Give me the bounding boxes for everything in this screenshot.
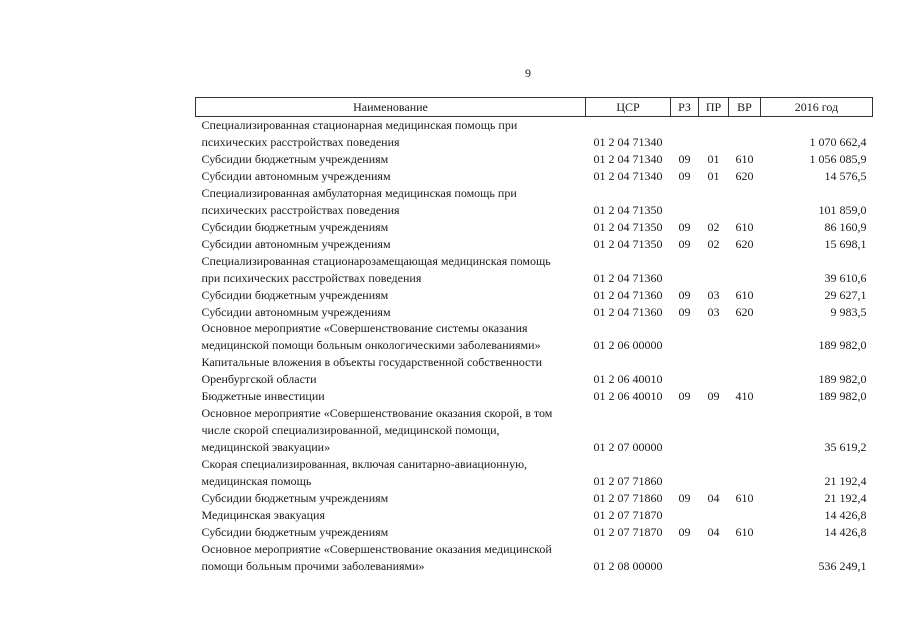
table-row: [196, 219, 873, 236]
row-pr: [699, 507, 729, 524]
row-amount: 189 982,0: [818, 389, 867, 404]
row-rz: 09: [678, 287, 691, 302]
row-csr: 01 2 04 71340: [593, 168, 663, 183]
row-rz: [671, 253, 699, 287]
row-vr: [729, 185, 761, 219]
row-name: [196, 253, 586, 287]
row-csr: 01 2 04 71360: [593, 287, 663, 302]
row-amount: 9 983,5: [830, 304, 867, 319]
row-amount: 14 576,5: [824, 168, 867, 183]
row-name-line: медицинской помощи больным онкологическими заболеваниями»: [201, 338, 541, 353]
row-csr: 01 2 04 71360: [593, 304, 663, 319]
row-name-line: Субсидии бюджетным учреждениям: [201, 219, 389, 234]
row-pr: [699, 354, 729, 388]
row-name-line: Основное мероприятие «Совершенствование системы оказания: [201, 321, 528, 336]
row-name: [196, 320, 586, 354]
header-vr: ВР: [729, 98, 761, 117]
row-name: [196, 507, 586, 524]
row-pr: 04: [707, 524, 720, 539]
row-pr: [699, 320, 729, 354]
row-vr: [729, 541, 761, 575]
row-pr: [699, 117, 729, 151]
row-name-line: Субсидии бюджетным учреждениям: [201, 524, 389, 539]
row-rz: 09: [678, 304, 691, 319]
row-vr: [729, 253, 761, 287]
row-pr: 04: [707, 490, 720, 505]
row-name-line: Субсидии автономным учреждениям: [201, 236, 391, 251]
table-row: [196, 286, 873, 303]
row-rz: 09: [678, 389, 691, 404]
table-row: [196, 236, 873, 253]
row-name: [196, 490, 586, 507]
row-vr: [729, 456, 761, 490]
row-vr: 610: [735, 490, 754, 505]
row-rz: [671, 507, 699, 524]
row-csr: 01 2 04 71350: [593, 202, 663, 217]
row-csr: 01 2 06 00000: [593, 338, 663, 353]
row-rz: 09: [678, 490, 691, 505]
row-amount: 21 192,4: [824, 490, 867, 505]
row-name-line: Субсидии автономным учреждениям: [201, 304, 391, 319]
table-row: [196, 507, 873, 524]
row-csr: 01 2 04 71350: [593, 236, 663, 251]
row-name-line: Субсидии автономным учреждениям: [201, 168, 391, 183]
budget-table: [195, 97, 873, 574]
row-rz: [671, 354, 699, 388]
row-amount: 35 619,2: [824, 439, 867, 454]
row-amount: 15 698,1: [824, 236, 867, 251]
row-csr: 01 2 06 40010: [593, 372, 663, 387]
row-rz: 09: [678, 236, 691, 251]
table-row: [196, 524, 873, 541]
row-amount: 39 610,6: [824, 270, 867, 285]
row-pr: [699, 253, 729, 287]
row-rz: [671, 320, 699, 354]
row-vr: 610: [735, 151, 754, 166]
row-vr: [729, 507, 761, 524]
table-row: [196, 490, 873, 507]
row-vr: 620: [735, 236, 754, 251]
table-body: [196, 117, 873, 575]
row-name: [196, 168, 586, 185]
row-csr: 01 2 04 71360: [593, 270, 663, 285]
row-csr: 01 2 08 00000: [593, 558, 663, 573]
row-amount: 86 160,9: [824, 219, 867, 234]
table-row: [196, 185, 873, 219]
row-name-line: числе скорой специализированной, медицинской помощи,: [201, 422, 500, 437]
row-vr: [729, 320, 761, 354]
row-csr: 01 2 07 71870: [593, 524, 663, 539]
row-csr: 01 2 04 71340: [593, 151, 663, 166]
row-name-line: Специализированная стационарозамещающая медицинская помощь: [201, 253, 551, 268]
row-amount: 21 192,4: [824, 473, 867, 488]
table-row: [196, 354, 873, 388]
row-pr: 09: [707, 389, 720, 404]
row-name-line: Оренбургской области: [201, 372, 317, 387]
row-name: [196, 117, 586, 151]
row-vr: 620: [735, 168, 754, 183]
row-name: [196, 286, 586, 303]
row-pr: [699, 456, 729, 490]
header-rz: РЗ: [671, 98, 699, 117]
row-name: [196, 185, 586, 219]
row-name-line: Основное мероприятие «Совершенствование оказания медицинской: [201, 541, 552, 556]
row-name-line: при психических расстройствах поведения: [201, 270, 422, 285]
header-csr: ЦСР: [586, 98, 671, 117]
row-name: [196, 524, 586, 541]
row-csr: 01 2 06 40010: [593, 389, 663, 404]
row-amount: 536 249,1: [818, 558, 867, 573]
row-amount: 14 426,8: [824, 524, 867, 539]
row-pr: 02: [707, 219, 720, 234]
table-row: [196, 405, 873, 456]
row-name-line: Субсидии бюджетным учреждениям: [201, 287, 389, 302]
row-pr: [699, 185, 729, 219]
row-vr: [729, 354, 761, 388]
row-amount: 1 070 662,4: [809, 134, 867, 149]
table-row: [196, 541, 873, 575]
row-name-line: Основное мероприятие «Совершенствование оказания скорой, в том: [201, 406, 553, 421]
row-name-line: Специализированная стационарная медицинская помощь при: [201, 118, 518, 132]
row-csr: 01 2 07 00000: [593, 439, 663, 454]
row-pr: [699, 541, 729, 575]
row-name: [196, 236, 586, 253]
row-vr: 410: [735, 389, 754, 404]
table-header-row: [196, 98, 873, 117]
table-row: [196, 320, 873, 354]
header-pr: ПР: [699, 98, 729, 117]
row-rz: [671, 185, 699, 219]
table-row: [196, 168, 873, 185]
row-rz: 09: [678, 524, 691, 539]
row-amount: 101 859,0: [818, 202, 867, 217]
row-name: [196, 388, 586, 405]
row-pr: 02: [707, 236, 720, 251]
row-name-line: психических расстройствах поведения: [201, 202, 400, 217]
table-row: [196, 388, 873, 405]
row-name: [196, 541, 586, 575]
row-name-line: Бюджетные инвестиции: [201, 389, 325, 404]
row-vr: [729, 405, 761, 456]
row-name-line: Специализированная амбулаторная медицинская помощь при: [201, 185, 517, 200]
row-name-line: медицинская помощь: [201, 473, 312, 488]
row-vr: 620: [735, 304, 754, 319]
row-rz: [671, 117, 699, 151]
row-name-line: Субсидии бюджетным учреждениям: [201, 490, 389, 505]
row-amount: 189 982,0: [818, 372, 867, 387]
row-pr: [699, 405, 729, 456]
row-amount: 29 627,1: [824, 287, 867, 302]
row-name: [196, 151, 586, 168]
table-row: [196, 456, 873, 490]
row-name: [196, 219, 586, 236]
row-rz: [671, 405, 699, 456]
row-csr: 01 2 07 71860: [593, 473, 663, 488]
row-vr: 610: [735, 219, 754, 234]
row-rz: [671, 456, 699, 490]
header-name: Наименование: [196, 98, 586, 117]
row-csr: 01 2 04 71350: [593, 219, 663, 234]
table-row: [196, 303, 873, 320]
header-year: 2016 год: [761, 98, 873, 117]
row-vr: [729, 117, 761, 151]
row-csr: 01 2 04 71340: [593, 134, 663, 149]
row-vr: 610: [735, 524, 754, 539]
row-amount: 189 982,0: [818, 338, 867, 353]
row-csr: 01 2 07 71870: [593, 507, 663, 522]
row-name-line: психических расстройствах поведения: [201, 134, 400, 149]
row-pr: 01: [707, 168, 720, 183]
row-name-line: Медицинская эвакуация: [201, 507, 325, 522]
row-name-line: Капитальные вложения в объекты государственной собственности: [201, 355, 543, 370]
row-rz: 09: [678, 168, 691, 183]
row-name: [196, 303, 586, 320]
row-name: [196, 456, 586, 490]
table-row: [196, 151, 873, 168]
row-rz: [671, 541, 699, 575]
row-pr: 01: [707, 151, 720, 166]
row-name-line: Субсидии бюджетным учреждениям: [201, 151, 389, 166]
row-name: [196, 354, 586, 388]
row-amount: 1 056 085,9: [809, 151, 867, 166]
table-row: [196, 253, 873, 287]
row-vr: 610: [735, 287, 754, 302]
table-row: [196, 117, 873, 151]
row-name-line: Скорая специализированная, включая санитарно-авиационную,: [201, 456, 528, 471]
row-name-line: помощи больным прочими заболеваниями»: [201, 558, 425, 573]
row-rz: 09: [678, 219, 691, 234]
row-rz: 09: [678, 151, 691, 166]
row-pr: 03: [707, 287, 720, 302]
row-name: [196, 405, 586, 456]
row-pr: 03: [707, 304, 720, 319]
row-amount: 14 426,8: [824, 507, 867, 522]
row-csr: 01 2 07 71860: [593, 490, 663, 505]
row-name-line: медицинской эвакуации»: [201, 439, 331, 454]
page-number: 9: [525, 66, 531, 80]
